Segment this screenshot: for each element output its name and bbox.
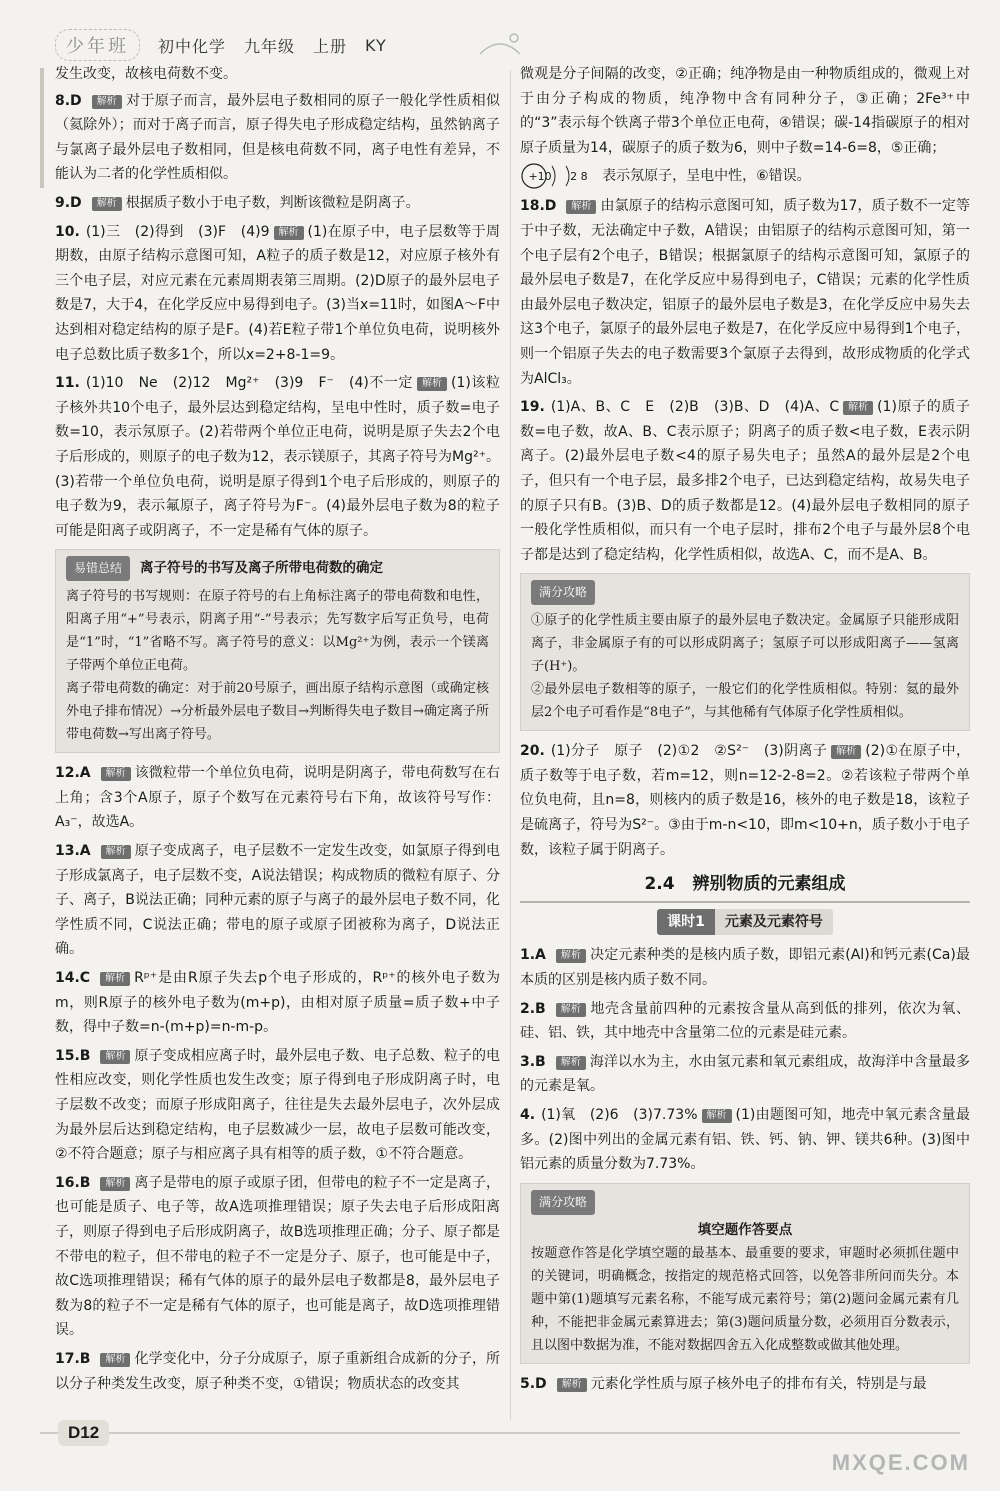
- answer-item-8: 8.D 解析 对于原子而言，最外层电子数相同的原子一般化学性质相似（氦除外）；而对于离子而言，原子得失电子形成稳定结构，虽然钠离子与氯离子最外层电子数相同，但是核电荷数不同，离子电性有差异，不能认为二者的化学性质相似。: [55, 92, 500, 183]
- analysis-tag: 解析: [556, 1003, 586, 1017]
- tip-title: 离子符号的书写及离子所带电荷数的确定: [140, 560, 384, 577]
- tip-label: 满分攻略: [531, 580, 595, 605]
- answer-item-15: 15.B 解析 原子变成相应离子时，最外层电子数、电子总数、粒子的电性相应改变，则化学性质也发生改变；原子得到电子形成阴离子时，电子层数不改变；而原子形成阳离子，往往是失去最外层电子，次外层成为最外层后达到稳定结构，电子层数减少一层，故电子层数可能改变，②不符合题意；原子与相应离子具有相等的质子数，①不符合题意。: [55, 1047, 500, 1163]
- tip-paragraph: ②最外层电子数相等的原子，一般它们的化学性质相似。特别：氦的最外层2个电子可看作是“8电子”，与其他稀有气体原子化学性质相似。: [531, 682, 959, 721]
- analysis-tag: 解析: [101, 845, 131, 859]
- carryover-text: 微观是分子间隔的改变，②正确；纯净物是由一种物质组成的，微观上对于由分子构成的物质，纯净物中含有同种分子，③正确；2Fe³⁺中的“3”表示每个铁离子带3个单位正电荷，④错误；碳-14指碳原子的相对原子质量为14，碳原子的质子数为6，则中子数=14-6=8，⑤正确；: [520, 66, 970, 156]
- answer-item-13: 13.A 解析 原子变成离子，电子层数不一定发生改变，如氯原子得到电子形成氯离子，电子层数不变，A说法错误；构成物质的微粒有原子、分子、离子，B说法正确；同种元素的原子与离子的最外层电子数不同，化学性质不同，C说法正确；带电的原子或原子团被称为离子，D说法正确。: [55, 843, 500, 958]
- answer-item-10: 10. (1)三 (2)得到 (3)F (4)9 解析 (1)在原子中，电子层数等于周期数，由原子结构示意图可知，A粒子的质子数是12，对应原子核外有三个电子层，对应元素在元素周期表第三周期。(2)D原子的最外层电子数是7，大于4，在化学反应中易得到电子。(3)当x=11时，如图A～F中达到相对稳定结构的原子是F。(4)若E粒子带1个单位负电荷，说明核外电子总数比质子数多1个，所以x=2+8-1=9。: [55, 223, 500, 363]
- tip-paragraph: ①原子的化学性质主要由原子的最外层电子数决定。金属原子只能形成阳离子，非金属原子有的可以形成阴离子；氢原子可以形成阳离子——氢离子(H⁺)。: [531, 613, 959, 675]
- answer-item-19: 19. (1)A、B、C E (2)B (3)B、D (4)A、C 解析 (1)原子的质子数=电子数，故A、B、C表示原子；阴离子的质子数<电子数，E表示阴离子。(2)最外层电子数<4的原子易失电子；虽然A的最外层是2个电子，但只有一个电子层，最多排2个电子，已达到稳定结构，故易失电子的原子只有B。(3)B、D的质子数都是12。(4)最外层电子数相同的原子一般化学性质相似，而只有一个电子层时，排布2个电子与最外层8个电子都是达到了稳定结构，化学性质相似，故选A、C，而不是A、B。: [520, 399, 970, 563]
- tip-title: 填空题作答要点: [697, 1221, 793, 1238]
- tip-box-fill-blank: [520, 1183, 970, 1364]
- analysis-tag: 解析: [100, 1353, 130, 1367]
- footer-rule: [40, 1432, 960, 1434]
- tip-label: 易错总结: [66, 556, 130, 581]
- lesson-title: 元素及元素符号: [715, 909, 833, 936]
- analysis-tag: 解析: [556, 949, 586, 963]
- answer-item-20: 20. (1)分子 原子 (2)①2 ②S²⁻ (3)阴离子 解析 (2)①在原子中，质子数等于电子数，若m=12，则n=12-2-8=2。②若该粒子带两个单位负电荷，且n=8，则核内的质子数是16，核外的电子数是18，该粒子是硫离子，符号为S²⁻。③由于m-n<10，即m<10+n，质子数小于电子数，该粒子属于阴离子。: [520, 743, 970, 858]
- neon-atom-line: +10 2 8 表示氖原子，呈电中性，⑥错误。: [520, 162, 970, 190]
- page-number: D12: [58, 1420, 109, 1446]
- watermark: MXQE.COM: [831, 1450, 970, 1475]
- atom-shell-label: 2 8: [570, 170, 588, 184]
- answer-item-14: 14.C 解析 Rᵖ⁺是由R原子失去p个电子形成的，Rᵖ⁺的核外电子数为m，则R原子的核外电子数为(m+p)，由相对原子质量=质子数+中子数，得中子数=n-(m+p)=n-m-p。: [55, 970, 500, 1036]
- answer-item-9: 9.D 解析 根据质子数小于电子数，判断该微粒是阴离子。: [55, 194, 420, 211]
- analysis-tag: 解析: [92, 95, 122, 109]
- section-heading: [520, 872, 970, 903]
- analysis-tag: 解析: [843, 401, 873, 415]
- answer-item-16: 16.B 解析 离子是带电的原子或原子团，但带电的粒子不一定是离子，也可能是质子、电子等，故A选项推理错误；原子失去电子后形成阳离子，则原子得到电子后形成阴离子，故B选项推理正确；分子、原子都是不带电的粒子，但不带电的粒子不一定是分子、原子，也可能是中子，故C选项推理错误；稀有气体的原子的最外层电子数都是8，最外层电子数为8的粒子不一定是稀有气体的原子，也可能是离子，故D选项推理错误。: [55, 1174, 500, 1339]
- left-column: [55, 62, 500, 1400]
- section-title: 辨别物质的元素组成: [692, 874, 846, 895]
- section-number: 2.4: [644, 874, 675, 895]
- tip-paragraph: 按题意作答是化学填空题的最基本、最重要的要求，审题时必须抓住题中的关键词，明确概念，按指定的规范格式回答，以免答非所问而失分。本题中第(1)题填写元素名称，不能写成元素符号；第(2)题问金属元素有几种，不能把非金属元素算进去；第(3)题问质量分数，必须用百分数表示，且以图中数据为准，不能对数据四舍五入化成整数或做其他处理。: [531, 1245, 959, 1353]
- answer-item-s1: 1.A 解析 决定元素种类的是核内质子数，即铝元素(Al)和钙元素(Ca)最本质的区别是核内质子数不同。: [520, 947, 970, 989]
- header-grade: 九年级: [244, 36, 296, 56]
- answer-item-12: 12.A 解析 该微粒带一个单位负电荷，说明是阴离子，带电荷数写在右上角；含3个A原子，原子个数写在元素符号右下角，故该符号写作：A₃⁻，故选A。: [55, 765, 500, 831]
- analysis-tag: 解析: [417, 377, 447, 391]
- answer-item-s3: 3.B 解析 海洋以水为主，水由氢元素和氧元素组成，故海洋中含量最多的元素是氧。: [520, 1053, 970, 1095]
- carryover-text: 发生改变，故核电荷数不变。: [55, 66, 237, 82]
- flask-decoration-icon: [470, 30, 530, 58]
- answer-item-s5: 5.D 解析 元素化学性质与原子核外电子的排布有关，特别是与最: [520, 1375, 927, 1392]
- tip-box-strategy: [520, 573, 970, 731]
- lesson-tag: 课时1: [657, 909, 715, 936]
- header-volume: 上册: [313, 36, 348, 56]
- analysis-tag: 解析: [557, 1378, 587, 1392]
- analysis-tag: 解析: [100, 1050, 130, 1064]
- tip-paragraph: 离子带电荷数的确定：对于前20号原子，画出原子结构示意图（或确定核外电子排布情况）→分析最外层电子数目→判断得失电子数目→确定离子所带电荷数→写出离子符号。: [66, 681, 489, 743]
- analysis-tag: 解析: [831, 745, 861, 759]
- answer-item-s2: 2.B 解析 地壳含量前四种的元素按含量从高到低的排列，依次为氧、硅、铝、铁，其中地壳中含量第二位的元素是硅元素。: [520, 1000, 970, 1042]
- right-column: [520, 62, 970, 1400]
- analysis-tag: 解析: [100, 1177, 130, 1191]
- analysis-tag: 解析: [566, 200, 596, 214]
- header-edition: KY: [365, 35, 387, 55]
- analysis-tag: 解析: [274, 226, 304, 240]
- analysis-tag: 解析: [101, 767, 131, 781]
- column-divider: [510, 70, 511, 1420]
- analysis-tag: 解析: [92, 197, 122, 211]
- atom-nucleus-label: +10: [528, 170, 552, 184]
- analysis-tag: 解析: [702, 1109, 732, 1123]
- tip-paragraph: 离子符号的书写规则：在原子符号的右上角标注离子的带电荷数和电性，阳离子用“+”号表示，阴离子用“-”号表示；先写数字后写正负号，电荷是“1”时，“1”省略不写。离子符号的意义：以Mg²⁺为例，表示一个镁离子带两个单位正电荷。: [66, 589, 489, 674]
- tip-box-error-summary: [55, 549, 500, 753]
- decorative-frame-line: [40, 68, 44, 188]
- answer-item-s4: 4. (1)氧 (2)6 (3)7.73% 解析 (1)由题图可知，地壳中氧元素含量最多。(2)图中列出的金属元素有铝、铁、钙、钠、钾、镁共6种。(3)图中铝元素的质量分数为7.73%。: [520, 1107, 970, 1173]
- brand-logo: 少年班: [55, 29, 140, 61]
- lesson-heading: [520, 909, 970, 936]
- answer-item-11: 11. (1)10 Ne (2)12 Mg²⁺ (3)9 F⁻ (4)不一定 解析 (1)该粒子核外共10个电子，最外层达到稳定结构，呈电中性时，质子数=电子数=10，表示氖原子。(2)若带两个单位正电荷，说明是原子失去2个电子后形成的，则原子的电子数为12，表示镁原子，其离子符号为Mg²⁺。(3)若带一个单位负电荷，说明是原子得到1个电子后形成的，则原子的电子数为9，表示氟原子，离子符号为F⁻。(4)最外层电子数为8的粒子可能是阳离子或阴离子，不一定是稀有气体的原子。: [55, 375, 500, 539]
- tip-label: 满分攻略: [531, 1190, 595, 1215]
- analysis-tag: 解析: [556, 1056, 586, 1070]
- analysis-tag: 解析: [100, 972, 130, 986]
- answer-item-18: 18.D 解析 由氯原子的结构示意图可知，质子数为17，质子数不一定等于中子数，无法确定中子数，A错误；由铝原子的结构示意图可知，第一个电子层有2个电子，B错误；根据氯原子的结构示意图可知，氯原子的最外层电子数是7，在化学反应中易得到电子，C错误；元素的化学性质由最外层电子数决定，铝原子的最外层电子数是3，在化学反应中易失去这3个电子，氯原子的最外层电子数是7，在化学反应中易得到1个电子，则一个铝原子失去的电子数需要3个氯原子去得到，故形成物质的化学式为AlCl₃。: [520, 198, 970, 387]
- answer-item-17: 17.B 解析 化学变化中，分子分成原子，原子重新组合成新的分子，所以分子种类发生改变，原子种类不变，①错误；物质状态的改变其: [55, 1350, 500, 1392]
- header-subject: 初中化学: [158, 36, 227, 56]
- page-header: [55, 28, 755, 62]
